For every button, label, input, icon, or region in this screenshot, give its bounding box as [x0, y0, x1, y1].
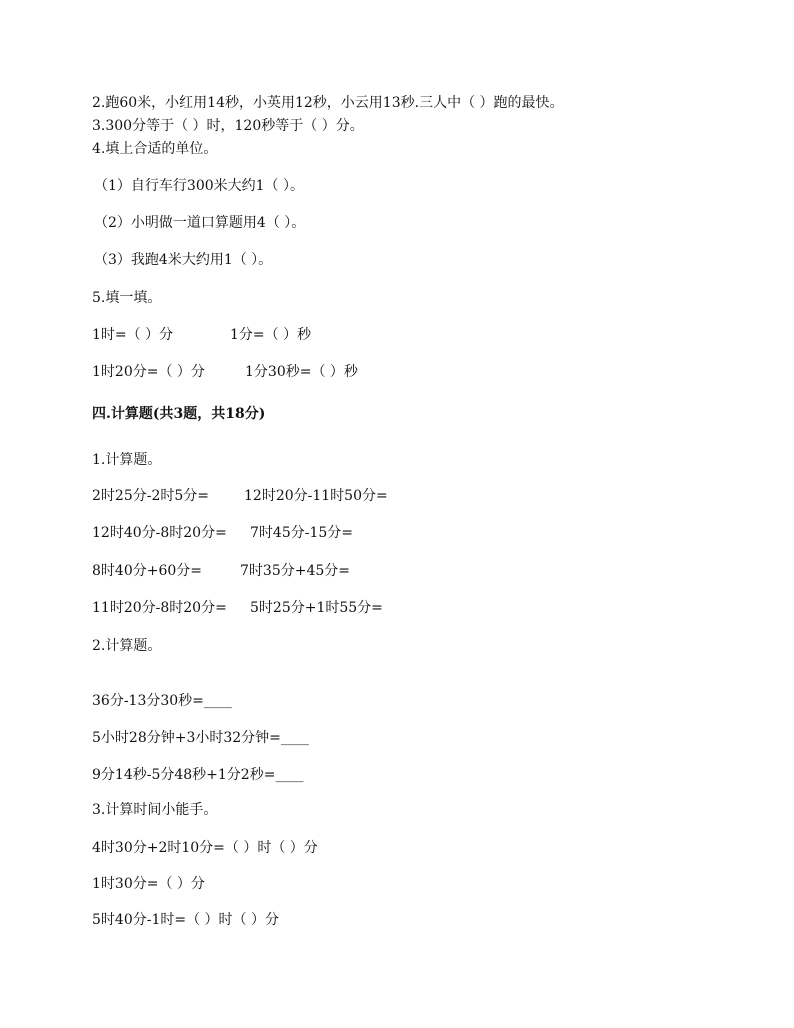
q3-item1: 4时30分+2时10分=（ ）时（ ）分: [92, 840, 318, 856]
line-q4-3: （3）我跑4米大约用1（ ）。: [94, 252, 273, 268]
fill-r1-right: 1分=（ ）秒: [230, 327, 312, 343]
line-q5: 5.填一填。: [92, 290, 162, 306]
q3-item3: 5时40分-1时=（ ）时（ ）分: [92, 912, 279, 928]
line-q4-1: （1）自行车行300米大约1（ ）。: [94, 178, 304, 194]
line-q4: 4.填上合适的单位。: [92, 141, 218, 157]
line-q2: 2.跑60米，小红用14秒，小英用12秒，小云用13秒.三人中（ ）跑的最快。: [92, 95, 564, 111]
fill-r2-right: 1分30秒=（ ）秒: [245, 364, 358, 380]
q2-item3: 9分14秒-5分48秒+1分2秒=____: [92, 767, 304, 783]
q1-title: 1.计算题。: [92, 452, 162, 468]
fill-r2-left: 1时20分=（ ）分: [92, 364, 205, 380]
q3-item2: 1时30分=（ ）分: [92, 876, 205, 892]
line-q4-2: （2）小明做一道口算题用4（ ）。: [94, 215, 306, 231]
fill-r1-left: 1时=（ ）分: [92, 327, 174, 343]
q1-row3-left: 8时40分+60分=: [92, 563, 202, 579]
q1-row1-right: 12时20分-11时50分=: [244, 488, 388, 504]
q1-row4-right: 5时25分+1时55分=: [250, 600, 383, 616]
q2-title: 2.计算题。: [92, 638, 162, 654]
q2-item1: 36分-13分30秒=____: [92, 693, 232, 709]
q1-row3-right: 7时35分+45分=: [240, 563, 350, 579]
section-title: 四.计算题(共3题，共18分): [92, 406, 266, 422]
line-q3: 3.300分等于（ ）时，120秒等于（ ）分。: [92, 118, 364, 134]
q1-row2-right: 7时45分-15分=: [250, 525, 353, 541]
q3-title: 3.计算时间小能手。: [92, 802, 218, 818]
q1-row2-left: 12时40分-8时20分=: [92, 525, 227, 541]
q1-row4-left: 11时20分-8时20分=: [92, 600, 227, 616]
q1-row1-left: 2时25分-2时5分=: [92, 488, 209, 504]
q2-item2: 5小时28分钟+3小时32分钟=____: [92, 730, 309, 746]
